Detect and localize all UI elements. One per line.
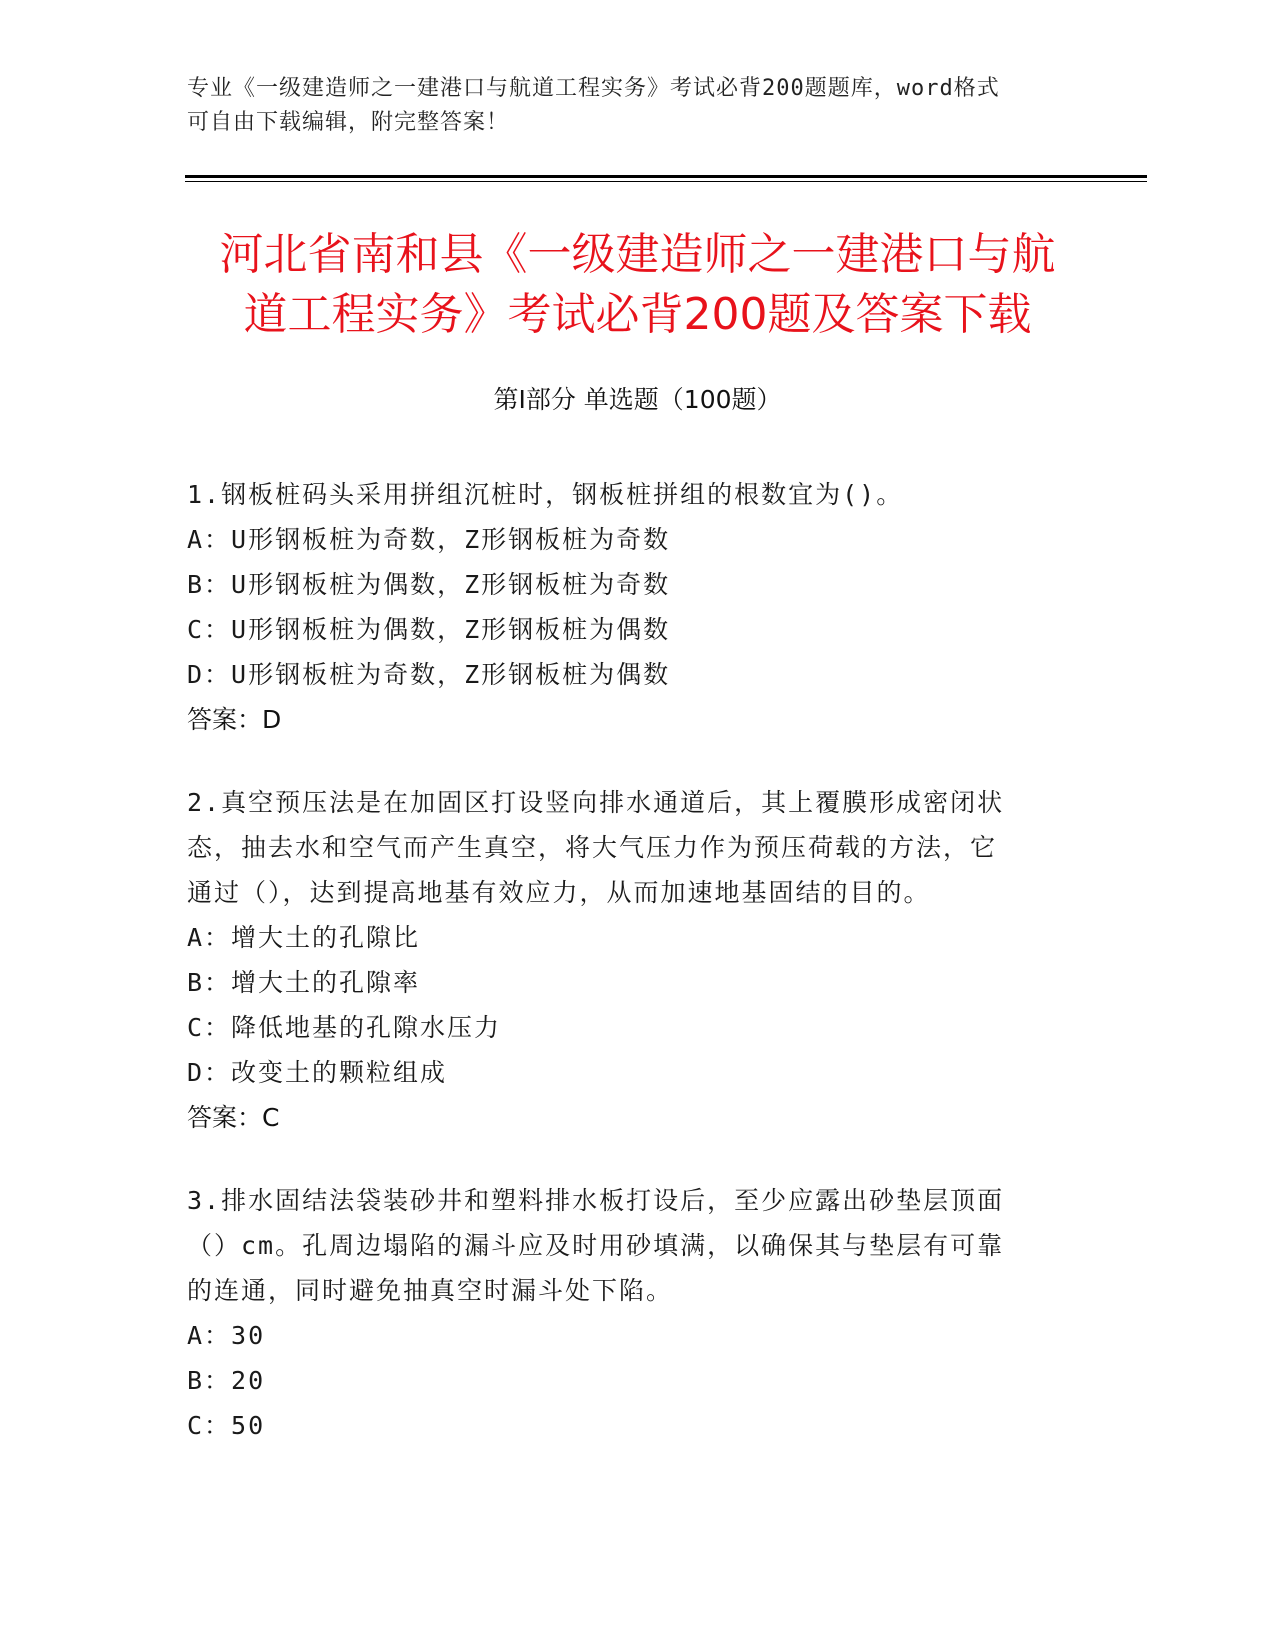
option-b: B：U形钢板桩为偶数，Z形钢板桩为奇数 xyxy=(187,570,671,599)
question-2 xyxy=(187,780,1067,1140)
question-3 xyxy=(187,1178,1067,1448)
question-list xyxy=(187,472,1067,1486)
question-1 xyxy=(187,472,1067,742)
question-stem-line-1: 2.真空预压法是在加固区打设竖向排水通道后，其上覆膜形成密闭状 xyxy=(187,788,1005,817)
option-a: A：增大土的孔隙比 xyxy=(187,923,421,952)
question-stem-line-1: 3.排水固结法袋装砂井和塑料排水板打设后，至少应露出砂垫层顶面 xyxy=(187,1186,1005,1215)
option-a: A：30 xyxy=(187,1321,266,1350)
option-c: C：降低地基的孔隙水压力 xyxy=(187,1013,502,1042)
question-stem-line-3: 通过（），达到提高地基有效应力，从而加速地基固结的目的。 xyxy=(187,878,931,907)
header-rule-thick xyxy=(185,175,1147,178)
option-a: A：U形钢板桩为奇数，Z形钢板桩为奇数 xyxy=(187,525,671,554)
option-b: B：20 xyxy=(187,1366,266,1395)
option-b: B：增大土的孔隙率 xyxy=(187,968,421,997)
document-title xyxy=(150,225,1125,345)
answer: 答案：C xyxy=(187,1103,280,1132)
question-stem-line-3: 的连通，同时避免抽真空时漏斗处下陷。 xyxy=(187,1276,674,1305)
answer: 答案：D xyxy=(187,705,282,734)
document-title-line-1: 河北省南和县《一级建造师之一建港口与航 xyxy=(219,229,1056,280)
section-heading: 第Ⅰ部分 单选题（100题） xyxy=(493,385,782,414)
document-title-line-2: 道工程实务》考试必背200题及答案下载 xyxy=(243,289,1032,340)
question-stem: 1.钢板桩码头采用拼组沉桩时，钢板桩拼组的根数宜为()。 xyxy=(187,480,904,509)
header-note-line-2: 可自由下载编辑，附完整答案！ xyxy=(187,110,510,135)
header-rule-thin xyxy=(185,181,1147,182)
header-note-line-1: 专业《一级建造师之一建港口与航道工程实务》考试必背200题题库，word格式 xyxy=(187,76,1000,101)
header-note xyxy=(187,72,1087,140)
option-c: C：50 xyxy=(187,1411,266,1440)
option-d: D：U形钢板桩为奇数，Z形钢板桩为偶数 xyxy=(187,660,671,689)
question-stem-line-2: （）cm。孔周边塌陷的漏斗应及时用砂填满，以确保其与垫层有可靠 xyxy=(187,1231,1005,1260)
option-d: D：改变土的颗粒组成 xyxy=(187,1058,448,1087)
option-c: C：U形钢板桩为偶数，Z形钢板桩为偶数 xyxy=(187,615,671,644)
question-stem-line-2: 态，抽去水和空气而产生真空，将大气压力作为预压荷载的方法，它 xyxy=(187,833,998,862)
